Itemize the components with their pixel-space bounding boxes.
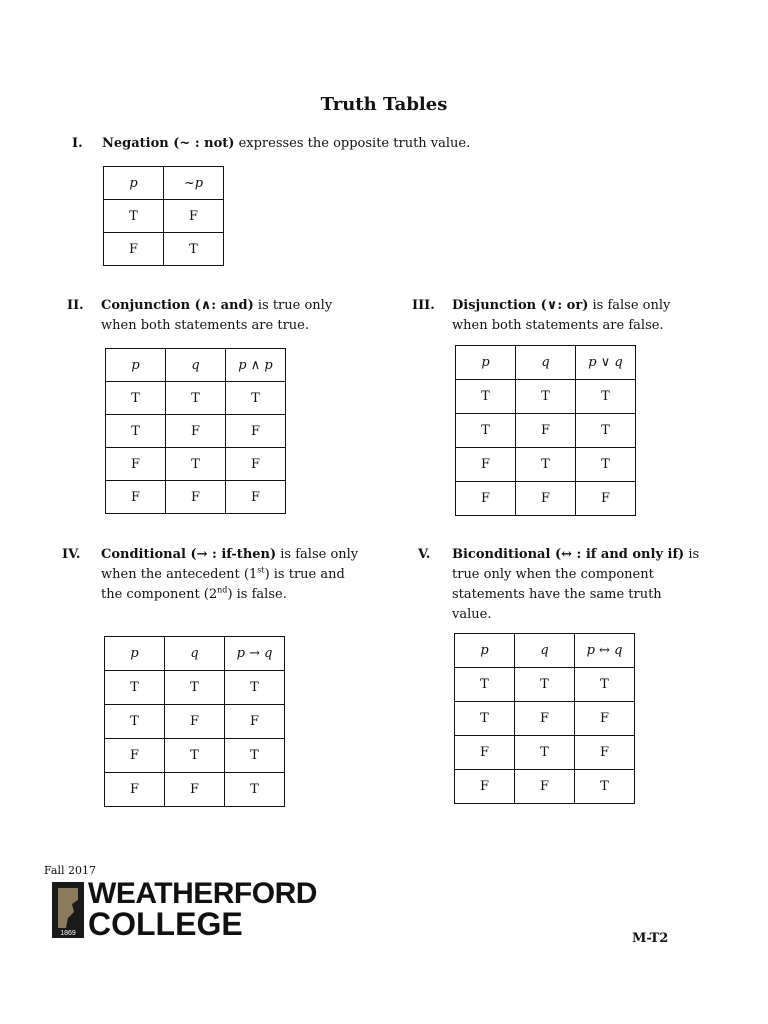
logo-text-weatherford: WEATHERFORD [88,877,317,910]
table-cell: T [166,382,226,415]
section-label: Conditional (→ : if-then) [101,547,277,562]
table-cell: F [104,233,164,266]
table-cell: F [575,736,635,770]
section-conjunction [67,296,387,338]
table-cell: T [106,382,166,415]
table-cell: F [226,481,286,514]
section-text: the component (2 [101,587,218,602]
section-negation [72,134,712,154]
table-header: p [455,634,515,668]
disjunction-table [455,345,636,516]
table-cell: T [576,380,636,414]
table-cell: F [455,770,515,804]
table-header: p → q [225,637,285,671]
table-header: ~p [164,167,224,200]
table-cell: T [225,739,285,773]
table-cell: T [516,448,576,482]
table-header: p [456,346,516,380]
superscript: nd [217,585,228,595]
table-cell: F [225,705,285,739]
section-number: II. [67,298,84,313]
section-text: ) is true and [264,567,345,582]
table-cell: F [166,415,226,448]
table-cell: T [165,671,225,705]
table-cell: F [166,481,226,514]
term-label: Fall 2017 [44,864,96,877]
table-cell: T [226,382,286,415]
table-cell: T [455,702,515,736]
section-label: Disjunction (∨: or) [452,298,589,313]
table-header: p [105,637,165,671]
table-cell: F [165,705,225,739]
section-label: Biconditional (↔ : if and only if) [452,547,685,562]
table-cell: F [515,770,575,804]
table-cell: F [456,482,516,516]
superscript: st [257,565,265,575]
table-cell: T [515,736,575,770]
table-cell: T [106,415,166,448]
table-cell: T [576,448,636,482]
table-header: p ∧ p [226,349,286,382]
table-cell: T [576,414,636,448]
section-text: is false only [276,547,359,562]
section-text: value. [452,607,492,622]
table-cell: F [455,736,515,770]
table-cell: T [575,770,635,804]
table-cell: T [105,705,165,739]
section-conditional [62,545,392,607]
section-text: ) is false. [227,587,287,602]
table-header: p [104,167,164,200]
table-cell: T [165,739,225,773]
table-cell: F [105,773,165,807]
section-text: when the antecedent (1 [101,567,258,582]
table-cell: T [516,380,576,414]
table-cell: F [226,415,286,448]
section-text: when both statements are false. [452,318,664,333]
page-title: Truth Tables [320,94,448,115]
table-cell: F [575,702,635,736]
table-header: p ↔ q [575,634,635,668]
table-cell: T [456,414,516,448]
section-text: expresses the opposite truth value. [234,136,471,151]
table-header: p [106,349,166,382]
table-cell: F [226,448,286,481]
section-text: is [684,547,700,562]
table-header: q [165,637,225,671]
table-cell: F [516,482,576,516]
logo-year: 1869 [60,930,76,937]
table-cell: F [165,773,225,807]
table-cell: F [164,200,224,233]
section-label: Negation (~ : not) [102,136,235,151]
table-cell: T [455,668,515,702]
section-text: is false only [588,298,671,313]
conjunction-table [105,348,286,514]
section-disjunction [412,296,732,338]
section-number: III. [412,298,435,313]
section-text: when both statements are true. [101,318,309,333]
table-cell: F [106,448,166,481]
table-header: q [516,346,576,380]
table-cell: T [164,233,224,266]
conditional-table [104,636,285,807]
table-cell: F [105,739,165,773]
table-header: p ∨ q [576,346,636,380]
table-cell: T [225,671,285,705]
table-header: q [515,634,575,668]
section-biconditional [418,545,738,627]
table-cell: T [575,668,635,702]
table-cell: F [456,448,516,482]
section-number: I. [72,136,83,151]
table-cell: T [456,380,516,414]
table-cell: F [515,702,575,736]
table-cell: F [106,481,166,514]
table-cell: T [104,200,164,233]
college-logo-icon [52,882,84,938]
table-cell: F [516,414,576,448]
section-text: is true only [253,298,333,313]
table-header: q [166,349,226,382]
negation-table [103,166,224,266]
section-text: statements have the same truth [452,587,662,602]
biconditional-table [454,633,635,804]
table-cell: T [166,448,226,481]
logo-text-college: COLLEGE [88,906,243,942]
section-label: Conjunction (∧: and) [101,298,254,313]
section-number: IV. [62,547,81,562]
table-cell: F [576,482,636,516]
table-cell: T [225,773,285,807]
table-cell: T [515,668,575,702]
section-text: true only when the component [452,567,654,582]
document-code: M-T2 [632,931,669,946]
section-number: V. [418,547,431,562]
table-cell: T [105,671,165,705]
